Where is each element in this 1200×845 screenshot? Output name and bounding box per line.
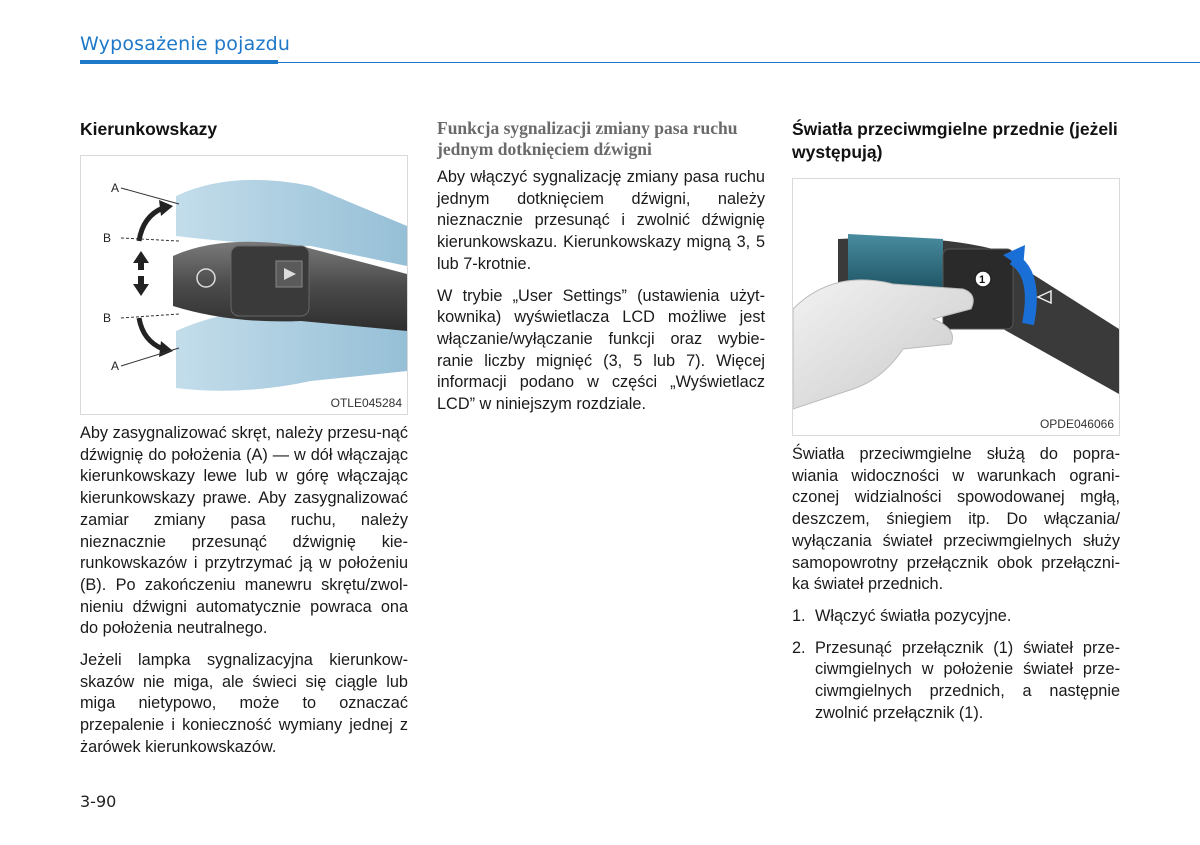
heading-turn-signals: Kierunkowskazy (80, 119, 218, 139)
paragraph: Aby włączyć sygnalizację zmiany pasa ruchu jednym dotknięciem dźwigni, należy nieznacznie przesunąć i zwolnić dźwignię kierunkowskazu. Kierunkowskazy migną 3, 5 lub 7-krotnie. (437, 168, 765, 273)
fog-light-switch-illustration (793, 179, 1119, 435)
label-b-bottom: B (103, 311, 112, 325)
auto-label: AUTO (948, 304, 968, 311)
label-a-bottom: A (111, 359, 120, 373)
turn-signal-lever-illustration (81, 156, 407, 414)
arrow-up-icon (133, 251, 149, 263)
label-line-a-top (121, 188, 179, 204)
label-line-b-bottom (121, 314, 179, 318)
step-item: 1. Włączyć światła pozycyjne. (792, 606, 1012, 625)
figure-fog-light-switch (792, 178, 1120, 436)
heading-fog-lights: Światła przeciwmgielne przednie (jeżeli występują) (792, 119, 1118, 162)
step-item: 2. Przesunąć przełącznik (1) świateł prze-ciwmgielnych w położenie świateł prze-ciwmgielnych przednich, a następnie zwolnić przełącznik (1). (792, 638, 1120, 722)
arrow-down-icon (133, 284, 149, 296)
label-a-top: A (111, 181, 120, 195)
callout-1-label: 1 (979, 274, 986, 286)
hand-illustration (793, 280, 973, 409)
arrow-up-curved-icon (139, 208, 163, 241)
label-line-a-bottom (121, 348, 179, 366)
page-number: 3-90 (80, 792, 117, 811)
steps-list (792, 606, 1120, 725)
paragraph: Aby zasygnalizować skręt, należy przesu-nąć dźwignię do położenia (A) — w dół włączając kierunkowskazy lewe lub w górę włączając kierunkowskazy prawe. Aby zasygnalizować zamiar zmiany pasa ruchu, należy nieznacznie przesunąć dźwignię kie-runkowskazów i przytrzymać ją w położeniu (B). Po zakończeniu manewru skrętu/zwol-nieniu dźwigni automatycznie powraca ona do położenia neutralnego. (80, 424, 408, 638)
section-title: Wyposażenie pojazdu (80, 33, 291, 55)
header-rule (278, 62, 1200, 63)
figure-turn-signal-lever (80, 155, 408, 415)
label-line-b-top (121, 238, 179, 241)
label-b-top: B (103, 231, 112, 245)
heading-lane-change: Funkcja sygnalizacji zmiany pasa ruchu jednym dotknięciem dźwigni (437, 118, 738, 159)
paragraph: Światła przeciwmgielne służą do popra-wiania widoczności w warunkach ograni-czonej widzialności spowodowanej mgłą, deszczem, śniegiem itp. Do włączania/ wyłączania świateł przeciwmgielnych służy samopowrotny przełącznik obok przełączni-ka świateł przednich. (792, 445, 1120, 594)
column-turn-signals (80, 118, 408, 769)
column-lane-change (437, 118, 765, 426)
figure-code: OTLE045284 (330, 396, 402, 410)
figure-code: OPDE046066 (1039, 417, 1114, 431)
paragraph: Jeżeli lampka sygnalizacyjna kierunkow-skazów nie miga, ale świeci się ciągle lub miga nietypowo, może to oznaczać przepalenie i konieczność wymiany jednej z żarówek kierunkowskazów. (80, 651, 408, 756)
paragraph: W trybie „User Settings” (ustawienia użyt-kownika) wyświetlacza LCD możliwe jest włączanie/wyłączanie funkcji oraz wybie-ranie liczby mignięć (3, 5 lub 7). Więcej informacji podano w części „Wyświetlacz LCD” w niniejszym rozdziale. (437, 286, 765, 414)
header-rule-accent (80, 60, 278, 64)
column-fog-lights (792, 118, 1120, 734)
arrow-down-curved-icon (139, 318, 163, 349)
